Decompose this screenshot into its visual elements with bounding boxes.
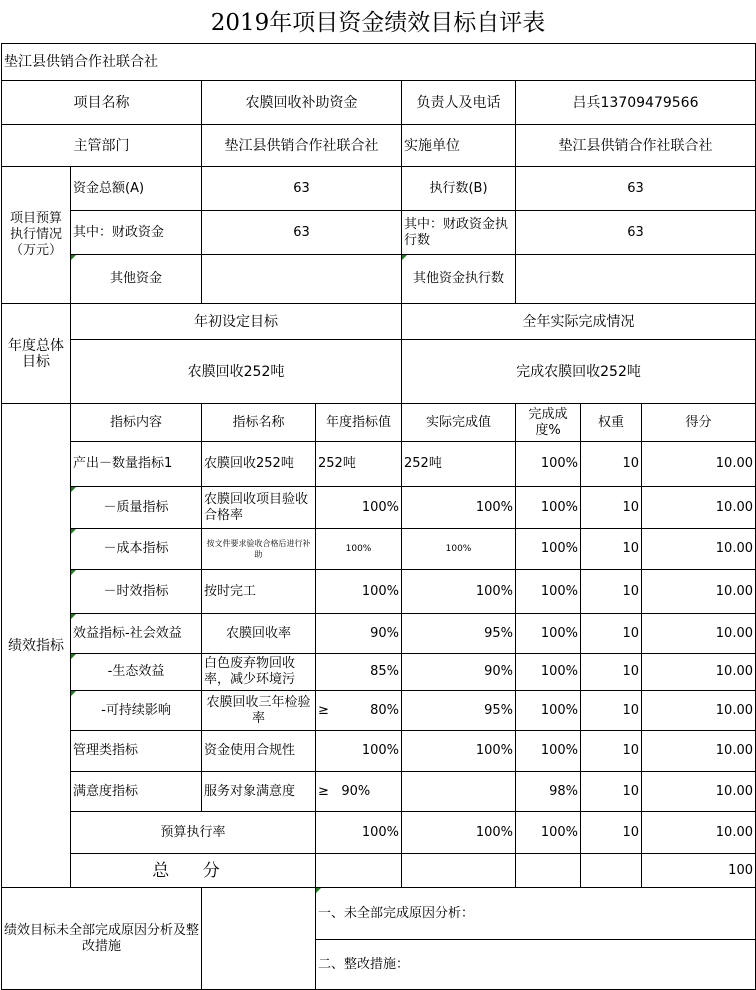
ge-symbol: ≥ — [318, 702, 329, 718]
budget-exec-label: 执行数(B) — [402, 167, 516, 211]
perf-actual: 252吨 — [402, 442, 516, 487]
perf-content: -生态效益 — [71, 654, 202, 691]
perf-header-score: 得分 — [642, 404, 756, 442]
perf-rate: 100% — [516, 691, 581, 731]
perf-content: -可持续影响 — [71, 691, 202, 731]
analysis-section-label: 绩效目标未全部完成原因分析及整改措施 — [2, 888, 202, 990]
perf-content: 效益指标-社会效益 — [71, 614, 202, 654]
perf-rate: 98% — [516, 772, 581, 812]
impl-value: 垫江县供销合作社联合社 — [516, 125, 756, 167]
perf-rate: 100% — [516, 487, 581, 529]
budget-other-label: 其他资金 — [71, 255, 202, 304]
table-row — [2, 812, 756, 854]
perf-section-label: 绩效指标 — [2, 404, 71, 888]
table-row — [2, 772, 756, 812]
perf-name: 按文件要求验收合格后进行补助 — [202, 529, 316, 570]
perf-header-actual: 实际完成值 — [402, 404, 516, 442]
org-name: 垫江县供销合作社联合社 — [2, 44, 756, 81]
perf-target-value: 90% — [341, 783, 371, 799]
perf-actual: 95% — [402, 691, 516, 731]
table-row — [2, 691, 756, 731]
annual-initial-label: 年初设定目标 — [71, 304, 402, 340]
perf-actual: 100% — [402, 570, 516, 614]
project-name-value: 农膜回收补助资金 — [202, 81, 402, 125]
budget-exec-value: 63 — [516, 167, 756, 211]
total-weight: 100 — [642, 854, 756, 888]
annual-initial-value: 农膜回收252吨 — [71, 340, 402, 404]
dept-value: 垫江县供销合作社联合社 — [202, 125, 402, 167]
annual-actual-label: 全年实际完成情况 — [402, 304, 756, 340]
perf-content: 满意度指标 — [71, 772, 202, 812]
perf-score: 10.00 — [642, 442, 756, 487]
analysis-fix: 二、整改措施： — [316, 940, 756, 990]
perf-target: 100% — [316, 812, 402, 854]
perf-target: 85% — [316, 654, 402, 691]
perf-target: 100% — [316, 731, 402, 772]
budget-total-label: 资金总额(A) — [71, 167, 202, 211]
perf-target: 100% — [316, 487, 402, 529]
total-empty-4 — [581, 854, 642, 888]
table-row — [2, 731, 756, 772]
total-empty-3 — [516, 854, 581, 888]
contact-value: 吕兵13709479566 — [516, 81, 756, 125]
perf-rate: 100% — [516, 812, 581, 854]
table-row — [2, 487, 756, 529]
perf-score: 10.00 — [642, 731, 756, 772]
perf-weight: 10 — [581, 442, 642, 487]
contact-label: 负责人及电话 — [402, 81, 516, 125]
perf-weight: 10 — [581, 772, 642, 812]
perf-actual: 100% — [402, 731, 516, 772]
perf-target — [316, 691, 402, 731]
perf-name: 农膜回收三年检验率 — [202, 691, 316, 731]
perf-target: 90% — [316, 614, 402, 654]
perf-score: 10.00 — [642, 812, 756, 854]
ge-symbol: ≥ — [318, 783, 329, 799]
analysis-reason: 一、未全部完成原因分析： — [316, 888, 756, 940]
perf-target-value: 80% — [370, 702, 399, 718]
perf-header-weight: 权重 — [581, 404, 642, 442]
perf-name: 农膜回收率 — [202, 614, 316, 654]
perf-rate: 100% — [516, 731, 581, 772]
dept-label: 主管部门 — [2, 125, 202, 167]
budget-other-value — [202, 255, 402, 304]
perf-content: －时效指标 — [71, 570, 202, 614]
budget-fiscal-exec-value: 63 — [516, 211, 756, 255]
budget-fiscal-label: 其中：财政资金 — [71, 211, 202, 255]
budget-other-exec-value — [516, 255, 756, 304]
table-row — [2, 442, 756, 487]
perf-target — [316, 772, 402, 812]
perf-score: 10.00 — [642, 570, 756, 614]
impl-label: 实施单位 — [402, 125, 516, 167]
perf-rate: 100% — [516, 529, 581, 570]
perf-score: 10.00 — [642, 654, 756, 691]
perf-rate: 100% — [516, 654, 581, 691]
budget-fiscal-exec-label: 其中：财政资金执行数 — [402, 211, 516, 255]
perf-name: 服务对象满意度 — [202, 772, 316, 812]
perf-name: 白色废弃物回收率，减少环境污 — [202, 654, 316, 691]
page-title: 2019年项目资金绩效目标自评表 — [210, 10, 546, 36]
perf-weight: 10 — [581, 691, 642, 731]
table-row — [2, 654, 756, 691]
perf-content: 产出－数量指标1 — [71, 442, 202, 487]
perf-actual: 100% — [402, 812, 516, 854]
total-empty-1 — [316, 854, 402, 888]
perf-target: 100% — [316, 570, 402, 614]
perf-content: 预算执行率 — [71, 812, 316, 854]
perf-actual: 100% — [402, 487, 516, 529]
perf-actual: 90% — [402, 654, 516, 691]
perf-name: 农膜回收项目验收合格率 — [202, 487, 316, 529]
total-empty-2 — [402, 854, 516, 888]
perf-name: 资金使用合规性 — [202, 731, 316, 772]
perf-rate: 100% — [516, 442, 581, 487]
perf-target: 100% — [316, 529, 402, 570]
perf-content: 管理类指标 — [71, 731, 202, 772]
perf-weight: 10 — [581, 812, 642, 854]
perf-weight: 10 — [581, 654, 642, 691]
perf-weight: 10 — [581, 487, 642, 529]
annual-actual-value: 完成农膜回收252吨 — [402, 340, 756, 404]
perf-score: 10.00 — [642, 614, 756, 654]
perf-header-name: 指标名称 — [202, 404, 316, 442]
budget-section-label: 项目预算执行情况（万元） — [2, 167, 71, 304]
perf-weight: 10 — [581, 731, 642, 772]
table-row — [2, 529, 756, 570]
perf-name: 按时完工 — [202, 570, 316, 614]
budget-total-value: 63 — [202, 167, 402, 211]
perf-header-content: 指标内容 — [71, 404, 202, 442]
perf-content: －成本指标 — [71, 529, 202, 570]
perf-target: 252吨 — [316, 442, 402, 487]
perf-weight: 10 — [581, 570, 642, 614]
analysis-empty — [202, 888, 316, 990]
perf-actual: 95% — [402, 614, 516, 654]
perf-rate: 100% — [516, 570, 581, 614]
perf-actual: 100% — [402, 529, 516, 570]
perf-weight: 10 — [581, 529, 642, 570]
budget-other-exec-label: 其他资金执行数 — [402, 255, 516, 304]
perf-score: 10.00 — [642, 529, 756, 570]
perf-score: 10.00 — [642, 487, 756, 529]
perf-header-rate: 完成成度% — [516, 404, 581, 442]
project-name-label: 项目名称 — [2, 81, 202, 125]
table-row — [2, 570, 756, 614]
perf-rate: 100% — [516, 614, 581, 654]
perf-weight: 10 — [581, 614, 642, 654]
perf-actual — [402, 772, 516, 812]
evaluation-table — [1, 43, 756, 990]
perf-score: 10.00 — [642, 691, 756, 731]
total-label: 总 分 — [71, 854, 316, 888]
table-row — [2, 614, 756, 654]
budget-fiscal-value: 63 — [202, 211, 402, 255]
perf-header-target: 年度指标值 — [316, 404, 402, 442]
perf-content: －质量指标 — [71, 487, 202, 529]
annual-section-label: 年度总体目标 — [2, 304, 71, 404]
perf-score: 10.00 — [642, 772, 756, 812]
perf-name: 农膜回收252吨 — [202, 442, 316, 487]
